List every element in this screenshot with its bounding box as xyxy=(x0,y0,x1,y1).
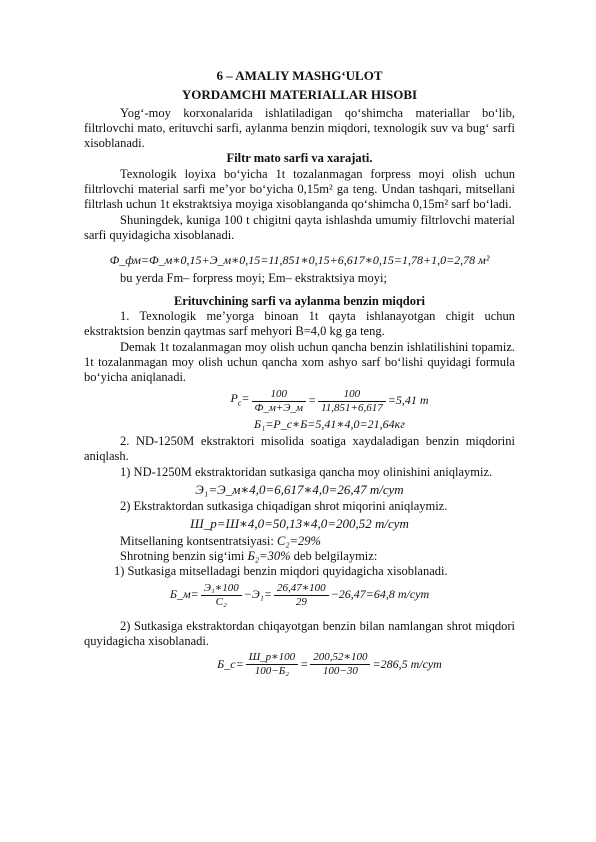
raw-material-formula: $Р_с=$ $\frac{100}{Ф\_м+Э\_м}$ = $\frac{100}{11,851+6,617}$ =5,41 т xyxy=(230,387,429,414)
filter-formula xyxy=(84,253,515,268)
wet-meal-fraction-2-denominator: 100−30 xyxy=(322,665,358,678)
meal-yield-formula-text: Ш_р=Ш∗4,0=50,13∗4,0=200,52 т/сут xyxy=(190,516,409,532)
miscella-fraction-1-numerator: Э₁∗100 xyxy=(201,582,242,596)
miscella-formula-lhs: Б_м= xyxy=(169,587,199,602)
section-filter-paragraph-1: Texnologik loyixa bo‘yicha 1t tozalanmagan forpress moyi olish uchun filtrlovchi material sarfi me’yor bo‘yicha 0,15m² ga teng. Undan tashqari, mitsellani filtrlash uchun 1t ekstraktsiya moyiga xisoblanganda qo‘shimcha 0,15m² sarf bo‘ladi. xyxy=(84,166,515,212)
document-page xyxy=(84,68,515,680)
fraction-1 xyxy=(252,388,307,415)
solvent-paragraph-5: 2) Ekstraktordan sutkasiga chiqadigan shrot miqorini aniqlaymiz. xyxy=(120,499,448,514)
miscella-fraction-2 xyxy=(274,582,329,609)
filter-formula-text: Ф_фм=Ф_м∗0,15+Э_м∗0,15=11,851∗0,15+6,617∗0,15=1,78+1,0=2,78 м² xyxy=(109,253,490,268)
filter-formula-legend: bu yerda Fm– forpress moyi; Em– ekstraktsiya moyi; xyxy=(120,270,387,285)
miscella-fraction-1 xyxy=(201,582,242,609)
intro-paragraph: Yog‘-moy korxonalarida ishlatiladigan qo‘shimcha materiallar bo‘lib, filtrlovchi mato, erituvchi sarfi, aylanma benzin miqdori, texnologik suv va bug‘ sarfi xisoblanadi. xyxy=(84,105,515,151)
meal-benzin-capacity-value: Б₂=30% xyxy=(247,549,291,564)
wet-meal-fraction-1-denominator: 100−Б₂ xyxy=(254,665,290,678)
oil-yield-formula xyxy=(84,482,515,497)
formula-lhs-sub: с xyxy=(237,398,242,408)
page-subtitle: YORDAMCHI MATERIALLAR HISOBI xyxy=(181,87,418,103)
wet-meal-formula-lhs: Б_с= xyxy=(217,657,244,672)
miscella-concentration-label: Mitsellaning kontsentratsiyasi: xyxy=(120,533,274,548)
solvent-paragraph-4: 1) ND-1250M ekstraktoridan sutkasiga qancha moy olinishini aniqlaymiz. xyxy=(120,464,493,479)
section-solvent-title: Erituvchining sarfi va aylanma benzin miqdori xyxy=(173,293,426,308)
raw-material-result: =5,41 т xyxy=(387,393,429,408)
miscella-benzin-formula xyxy=(84,582,515,609)
oil-yield-formula-text: Э₁=Э_м∗4,0=6,617∗4,0=26,47 т/сут xyxy=(195,481,404,497)
miscella-fraction-1-denominator: С₂ xyxy=(215,595,227,608)
wet-meal-fraction-2-numerator: 200,52∗100 xyxy=(310,651,370,665)
section-filter-title: Filtr mato sarfi va xarajati. xyxy=(226,151,373,166)
wet-meal-fraction-1-numerator: Ш_р∗100 xyxy=(246,651,298,665)
miscella-fraction-2-numerator: 26,47∗100 xyxy=(274,582,329,596)
miscella-fraction-2-denominator: 29 xyxy=(295,595,307,608)
benzin-loss-formula xyxy=(144,417,515,432)
fraction-2 xyxy=(318,388,386,415)
solvent-paragraph-8: 1) Sutkasiga mitselladagi benzin miqdori quyidagicha xisoblanadi. xyxy=(114,564,448,579)
fraction-2-numerator: 100 xyxy=(318,388,386,402)
solvent-paragraph-9: 2) Sutkasiga ekstraktordan chiqayotgan benzin bilan namlangan shrot miqdori quyidagicha xisoblanadi. xyxy=(84,618,515,648)
meal-yield-formula xyxy=(84,516,515,531)
benzin-loss-formula-text: Б₁=Р_с∗Б=5,41∗4,0=21,64кг xyxy=(254,416,405,431)
miscella-concentration-value: С₂=29% xyxy=(276,533,321,548)
fraction-1-denominator: Ф_м+Э_м xyxy=(254,401,304,414)
meal-benzin-capacity-label: Shrotning benzin sig‘imi xyxy=(120,549,245,564)
page-title: 6 – AMALIY MASHG‘ULOT xyxy=(216,68,383,83)
wet-meal-formula: Б_с= $\frac{Ш\_р∗100}{\text{100−Б₂}}$ = $\frac{200,52∗100}{100-30}$ =286,5 т/сут xyxy=(217,651,442,678)
meal-benzin-capacity-suffix: deb belgilaymiz: xyxy=(293,549,378,564)
miscella-concentration-line xyxy=(84,534,515,549)
solvent-paragraph-2: Demak 1t tozalanmagan moy olish uchun qancha benzin ishlatilishini topamiz. 1t tozalanmagan moy olish uchun qancha xom ashyo sarf bo‘lishi quyidagi formula bo‘yicha aniqlanadi. xyxy=(84,339,515,385)
miscella-formula-result: −26,47=64,8 т/сут xyxy=(330,587,430,602)
section-filter-paragraph-2: Shuningdek, kuniga 100 t chigitni qayta ishlashda umumiy filtrlovchi material sarfi quyidagicha xisoblanadi. xyxy=(84,212,515,242)
fraction-2-denominator: 11,851+6,617 xyxy=(321,401,383,414)
meal-benzin-capacity-line xyxy=(84,549,515,564)
formula-lhs: Р xyxy=(230,391,238,406)
solvent-paragraph-1: 1. Texnologik me’yorga binoan 1t qayta ishlanayotgan chigit uchun ekstraktsion benzin qaytmas sarf mehyori B=4,0 kg ga teng. xyxy=(84,309,515,339)
wet-meal-formula-result: =286,5 т/сут xyxy=(372,657,442,672)
wet-meal-fraction-2 xyxy=(310,651,370,678)
fraction-1-numerator: 100 xyxy=(252,388,307,402)
miscella-formula-mid: −Э₁= xyxy=(243,587,272,602)
solvent-paragraph-3: 2. ND-1250M ekstraktori misolida soatiga xaydaladigan benzin miqdorini aniqlash. xyxy=(84,433,515,464)
wet-meal-fraction-1 xyxy=(246,651,298,678)
